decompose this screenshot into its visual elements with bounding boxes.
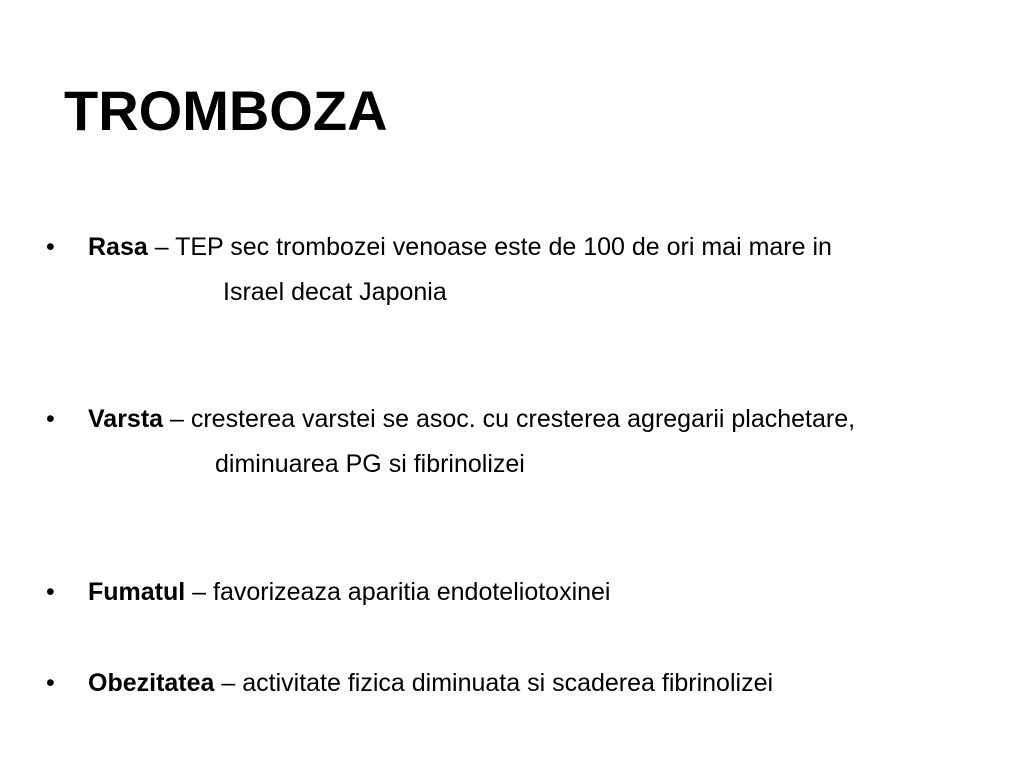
bullet-continuation: diminuarea PG si fibrinolizei — [215, 450, 525, 478]
bullet-item-varsta — [46, 400, 968, 483]
bullet-item-fumatul — [46, 573, 968, 611]
slide-title: TROMBOZA — [64, 79, 388, 142]
bullet-icon: • — [46, 669, 55, 697]
bullet-term: Rasa — [88, 233, 148, 261]
bullet-icon: • — [46, 405, 55, 433]
bullet-text: – cresterea varstei se asoc. cu cresterea agregarii plachetare, — [163, 405, 856, 433]
bullet-term: Obezitatea — [88, 669, 215, 697]
bullet-text: – TEP sec trombozei venoase este de 100 de ori mai mare in — [147, 233, 832, 261]
bullet-icon: • — [46, 578, 55, 606]
bullet-term: Varsta — [88, 405, 164, 433]
bullet-item-rasa — [46, 228, 968, 311]
bullet-text: – activitate fizica diminuata si scaderea fibrinolizei — [214, 669, 774, 697]
bullet-continuation: Israel decat Japonia — [223, 278, 447, 306]
bullet-text: – favorizeaza aparitia endoteliotoxinei — [185, 578, 611, 606]
bullet-icon: • — [46, 233, 55, 261]
bullet-item-obezitatea — [46, 664, 968, 702]
bullet-term: Fumatul — [88, 578, 186, 606]
